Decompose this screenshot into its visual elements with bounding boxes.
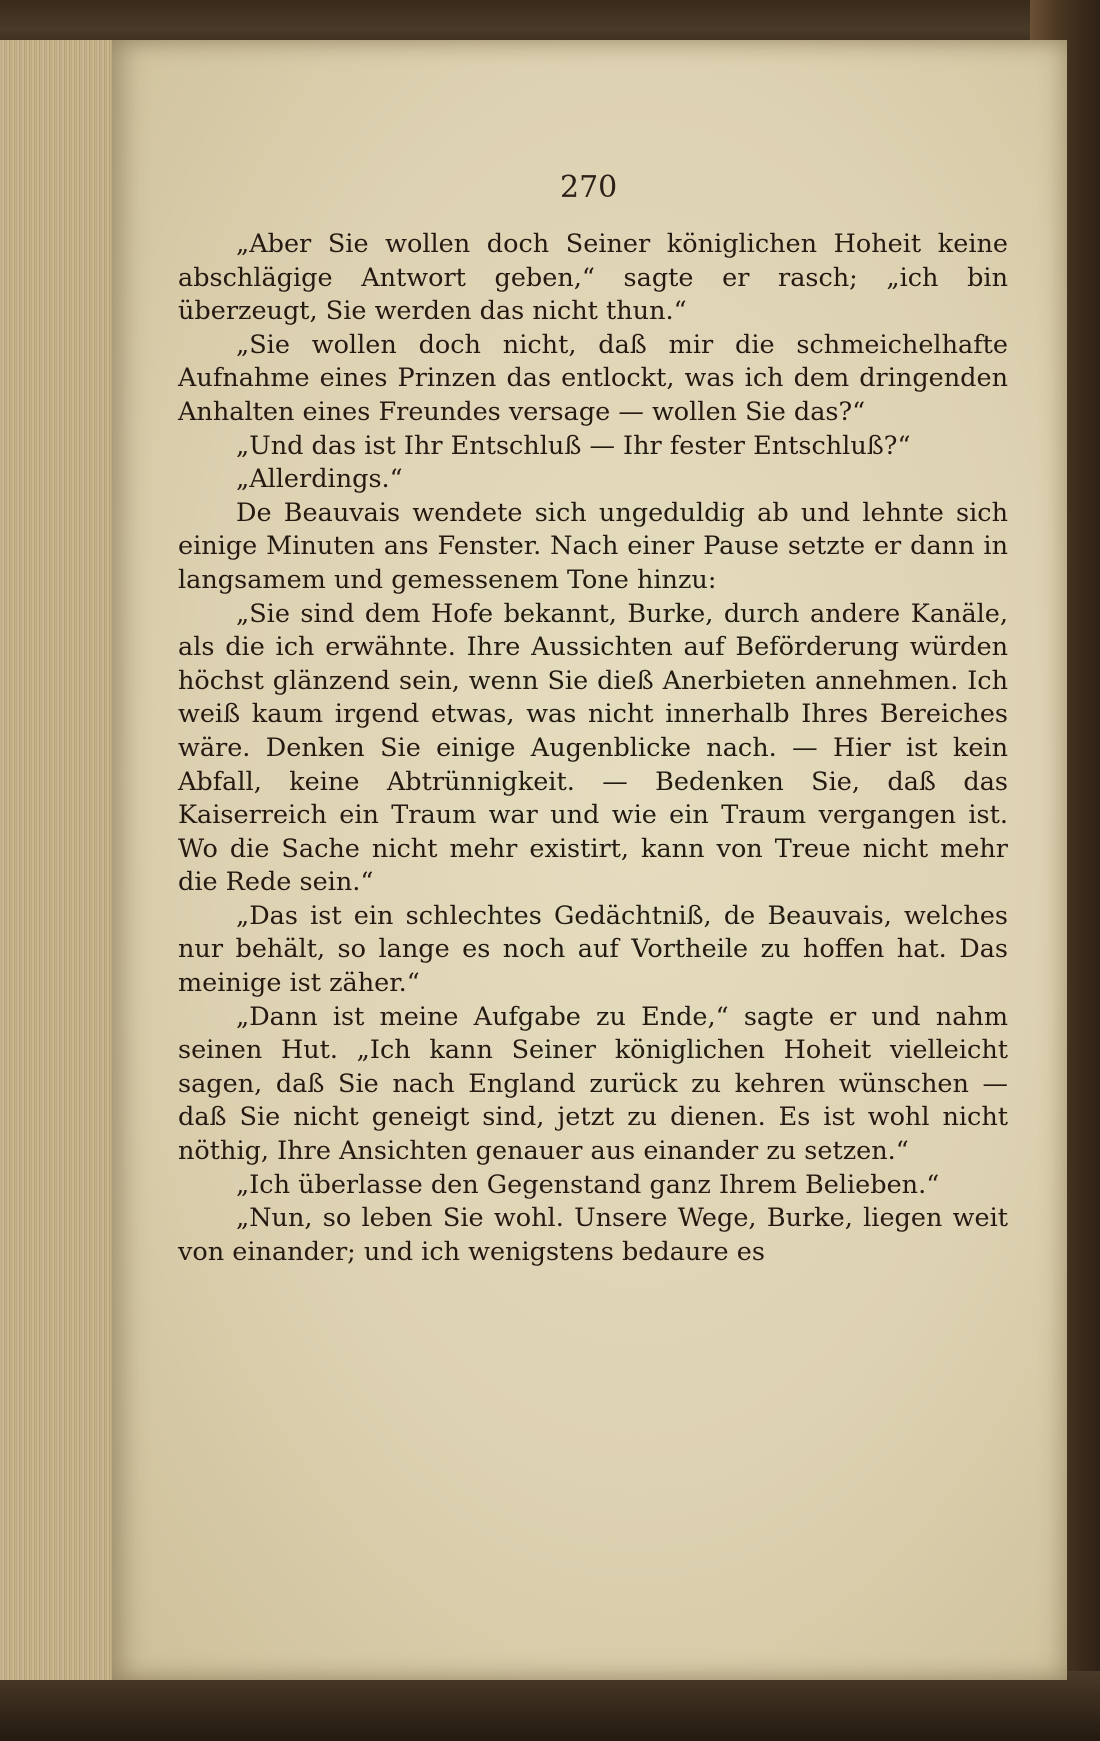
page-text <box>178 228 1008 1269</box>
paragraph: „Und das ist Ihr Entschluß — Ihr fester Entschluß?“ <box>236 430 911 461</box>
paragraph: „Ich überlasse den Gegenstand ganz Ihrem Belieben.“ <box>236 1169 940 1200</box>
paragraph: „Dann ist meine Aufgabe zu Ende,“ sagte er und nahm seinen Hut. „Ich kann Seiner königlichen Hoheit vielleicht sagen, daß Sie nach England zurück zu kehren wünschen — daß Sie nicht geneigt sind, jetzt zu dienen. Es ist wohl nicht nöthig, Ihre Ansichten genauer aus einander zu setzen.“ <box>178 1001 1008 1167</box>
paragraph: „Sie wollen doch nicht, daß mir die schmeichelhafte Aufnahme eines Prinzen das entlockt, was ich dem dringenden Anhalten eines Freundes versage — wollen Sie das?“ <box>178 329 1008 427</box>
paragraph: „Allerdings.“ <box>236 464 403 495</box>
book-binding-bottom <box>0 1671 1100 1741</box>
paragraph: „Aber Sie wollen doch Seiner königlichen Hoheit keine abschlägige Antwort geben,“ sagte er rasch; „ich bin überzeugt, Sie werden das nicht thun.“ <box>178 229 1008 327</box>
paragraph: „Sie sind dem Hofe bekannt, Burke, durch andere Kanäle, als die ich erwähnte. Ihre Aussichten auf Beförderung würden höchst glänzend sein, wenn Sie dieß Anerbieten annehmen. Ich weiß kaum irgend etwas, was nicht innerhalb Ihres Bereiches wäre. Denken Sie einige Augenblicke nach. — Hier ist kein Abfall, keine Abtrünnigkeit. — Bedenken Sie, daß das Kaiserreich ein Traum war und wie ein Traum vergangen ist. Wo die Sache nicht mehr existirt, kann von Treue nicht mehr die Rede sein.“ <box>178 598 1008 898</box>
paragraph: „Nun, so leben Sie wohl. Unsere Wege, Burke, liegen weit von einander; und ich wenigstens bedaure es <box>178 1203 1008 1267</box>
page-number: 270 <box>560 170 618 205</box>
page-edges <box>0 40 114 1680</box>
paragraph: De Beauvais wendete sich ungeduldig ab und lehnte sich einige Minuten ans Fenster. Nach einer Pause setzte er dann in langsamem und gemessenem Tone hinzu: <box>178 497 1008 595</box>
paragraph: „Das ist ein schlechtes Gedächtniß, de Beauvais, welches nur behält, so lange es noch auf Vortheile zu hoffen hat. Das meinige ist zäher.“ <box>178 900 1008 999</box>
